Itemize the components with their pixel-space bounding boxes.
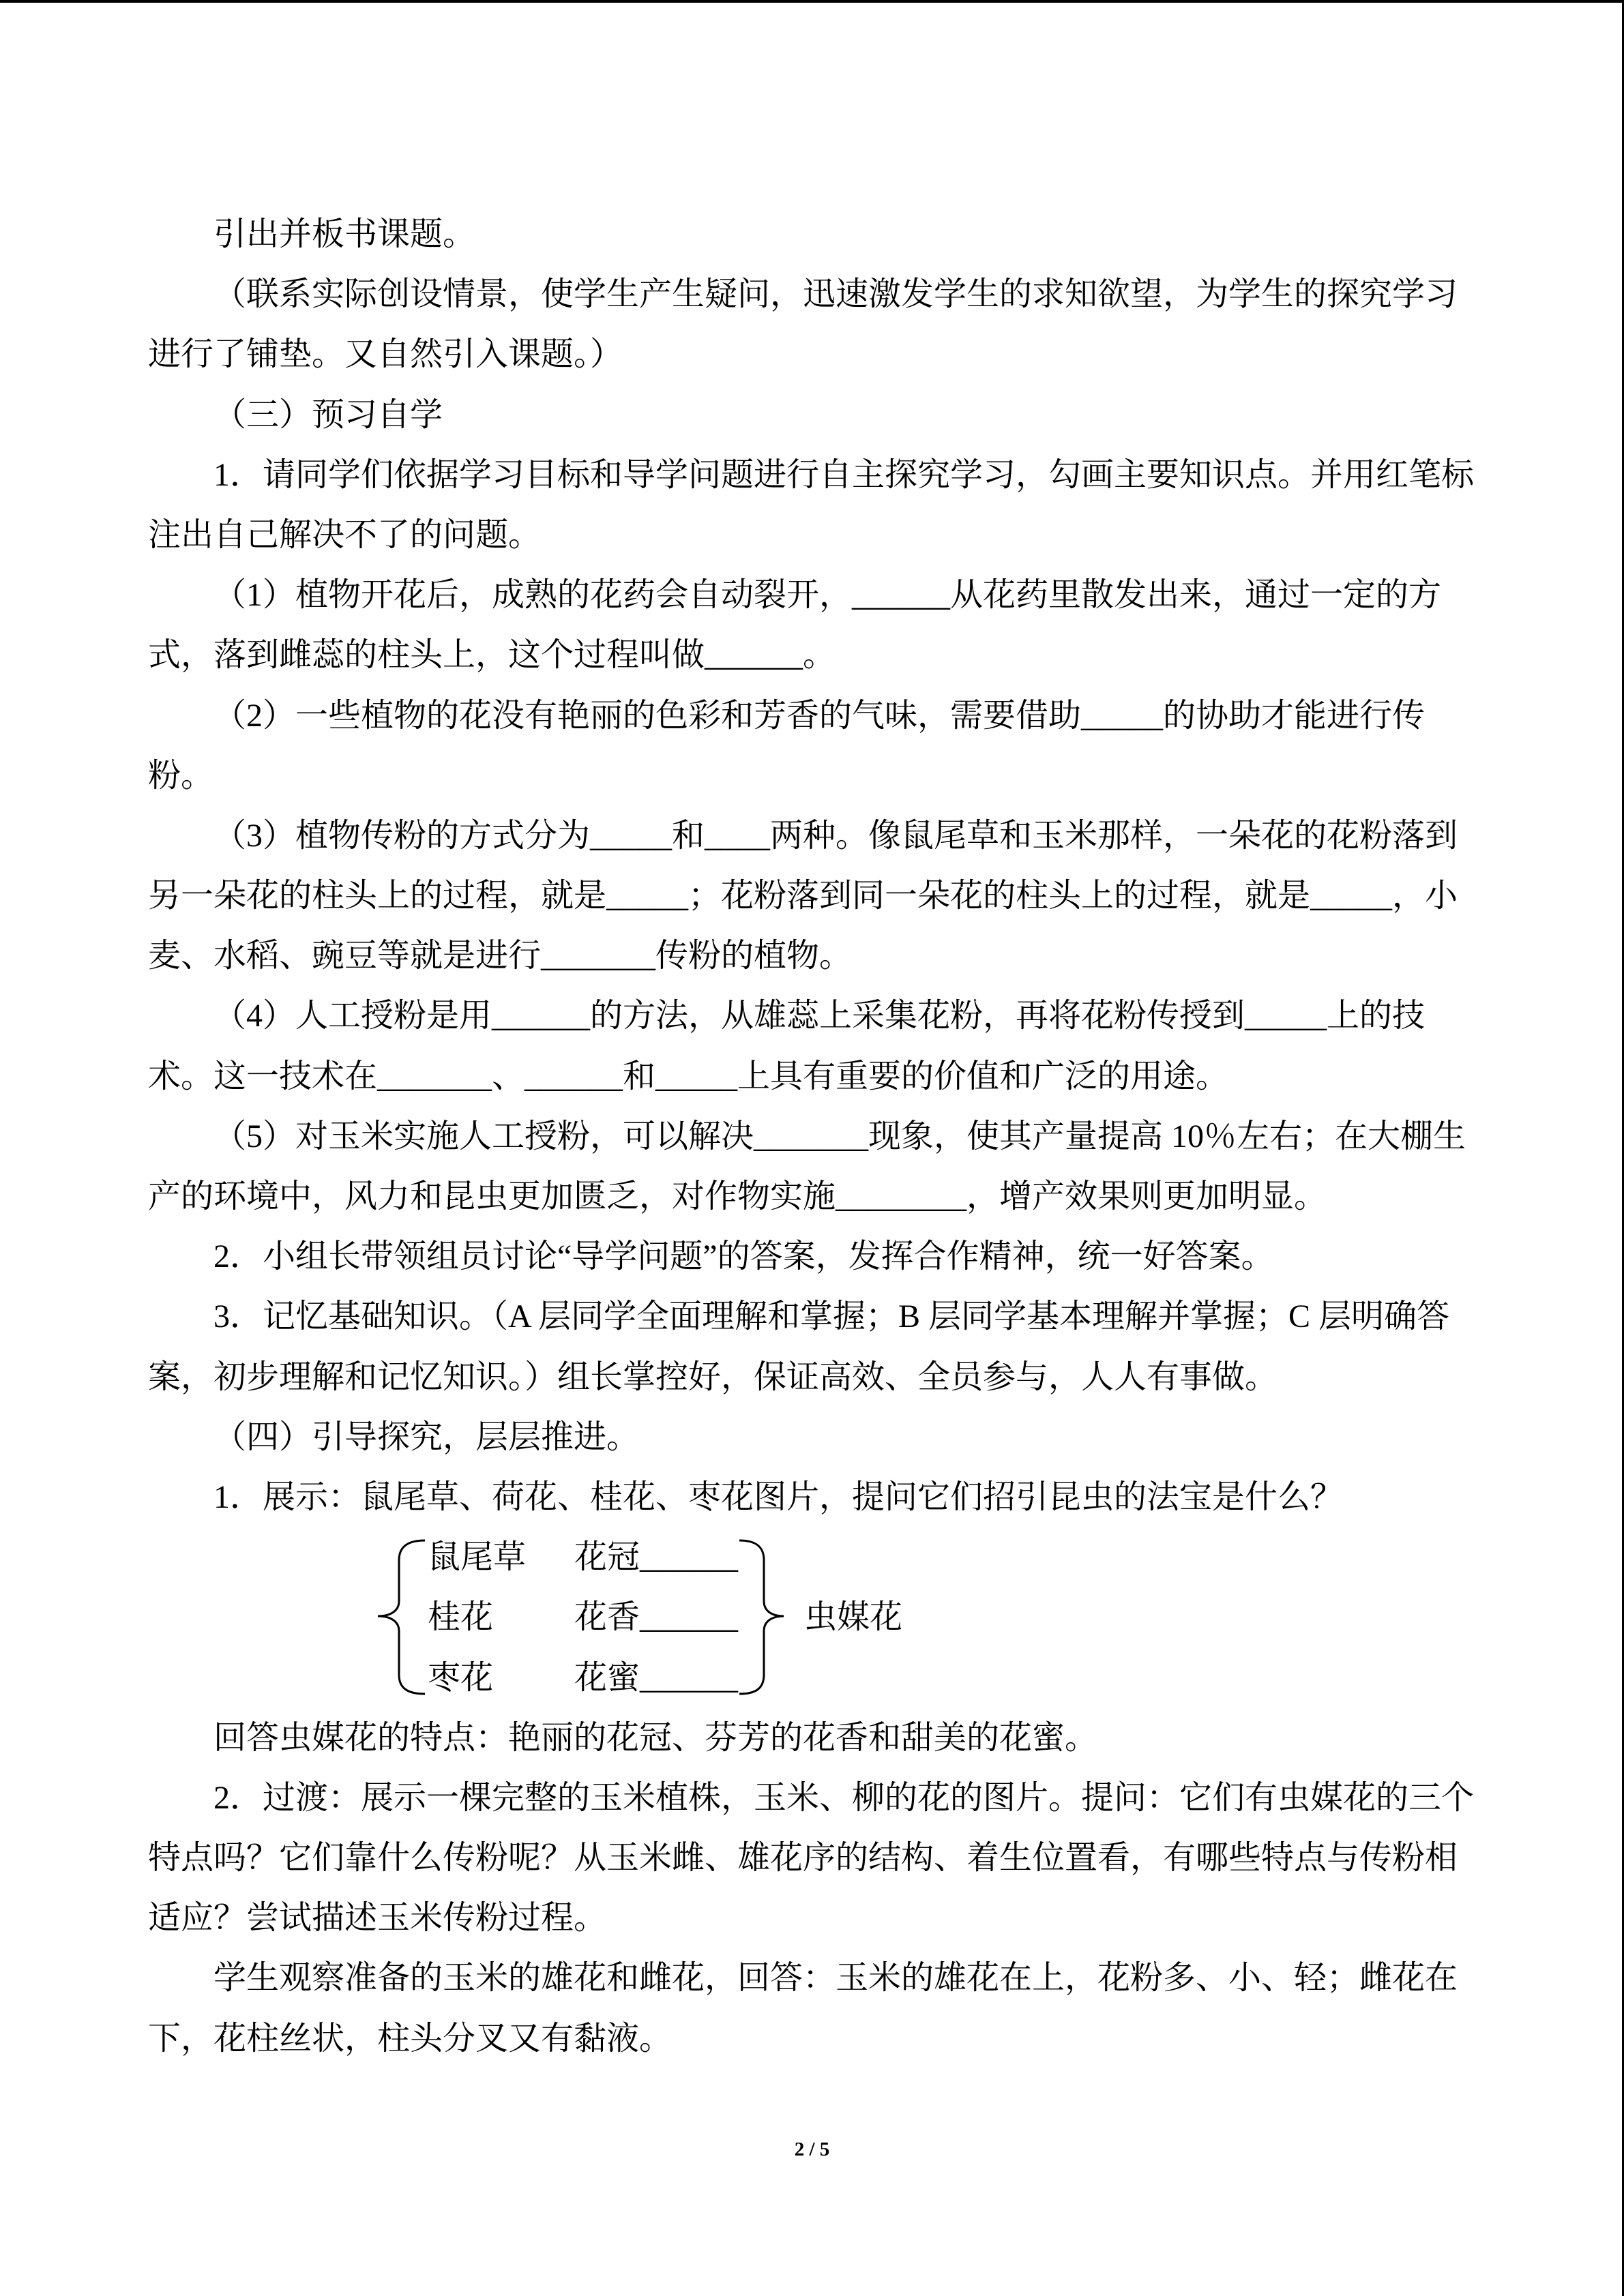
- text-line: 引出并板书课题。: [213, 216, 476, 252]
- text-line: 注出自己解决不了的问题。: [148, 516, 542, 553]
- body-text: [148, 205, 1485, 2069]
- flower-feature: 花冠______: [574, 1539, 739, 1576]
- text-line: 1．展示：鼠尾草、荷花、桂花、枣花图片，提问它们招引昆虫的法宝是什么？: [213, 1478, 1344, 1515]
- question-line: （2）一些植物的花没有艳丽的色彩和芳香的气味，需要借助_____的协助才能进行传: [213, 697, 1426, 734]
- section-heading: （三）预习自学: [213, 396, 443, 433]
- question-line: 术。这一技术在_______、______和_____上具有重要的价值和广泛的用途。: [148, 1058, 1229, 1094]
- flower-feature: 花蜜______: [574, 1659, 739, 1696]
- question-line: 麦、水稻、豌豆等就是进行_______传粉的植物。: [148, 938, 853, 974]
- plant-name: 桂花: [428, 1599, 494, 1636]
- text-line: 特点吗？它们靠什么传粉呢？从玉米雌、雄花序的结构、着生位置看，有哪些特点与传粉相: [148, 1840, 1458, 1877]
- text-line: （联系实际创设情景，使学生产生疑问，迅速激发学生的求知欲望，为学生的探究学习: [213, 276, 1458, 313]
- question-line: （1）植物开花后，成熟的花药会自动裂开，______从花药里散发出来，通过一定的方: [213, 577, 1442, 614]
- text-line: 3．记忆基础知识。（A 层同学全面理解和掌握；B 层同学基本理解并掌握；C 层明确答: [213, 1298, 1450, 1335]
- right-brace: [739, 1540, 784, 1694]
- text-line: 学生观察准备的玉米的雄花和雌花，回答：玉米的雄花在上，花粉多、小、轻；雌花在: [213, 1960, 1458, 1997]
- text-line: 适应？尝试描述玉米传粉过程。: [148, 1900, 607, 1937]
- question-line: 产的环境中，风力和昆虫更加匮乏，对作物实施________，增产效果则更加明显。: [148, 1178, 1327, 1214]
- category-label: 虫媒花: [804, 1599, 903, 1636]
- text-line: 2．过渡：展示一棵完整的玉米植株，玉米、柳的花的图片。提问：它们有虫媒花的三个: [213, 1779, 1475, 1816]
- question-line: （4）人工授粉是用______的方法，从雄蕊上采集花粉，再将花粉传授到_____上的技: [213, 998, 1426, 1034]
- text-line: 回答虫媒花的特点：艳丽的花冠、芬芳的花香和甜美的花蜜。: [213, 1719, 1098, 1756]
- text-line: 下，花柱丝状，柱头分叉又有黏液。: [148, 2020, 673, 2057]
- question-line: 粉。: [148, 757, 214, 794]
- page-number: 2 / 5: [794, 2138, 830, 2160]
- question-line: 另一朵花的柱头上的过程，就是_____；花粉落到同一朵花的柱头上的过程，就是_____，小: [148, 878, 1458, 914]
- question-line: （5）对玉米实施人工授粉，可以解决_______现象，使其产量提高 10％左右；在大棚生: [213, 1118, 1466, 1154]
- section-heading: （四）引导探究，层层推进。: [213, 1418, 640, 1455]
- text-line: 进行了铺垫。又自然引入课题。）: [148, 336, 623, 373]
- flower-feature: 花香______: [574, 1599, 739, 1636]
- brace-diagram: [148, 1527, 1485, 1708]
- text-line: 案，初步理解和记忆知识。）组长掌控好，保证高效、全员参与，人人有事做。: [148, 1358, 1278, 1395]
- plant-name: 枣花: [428, 1659, 494, 1696]
- question-line: 式，落到雌蕊的柱头上，这个过程叫做______。: [148, 637, 836, 674]
- question-line: （3）植物传粉的方式分为_____和____两种。像鼠尾草和玉米那样，一朵花的花粉落到: [213, 817, 1458, 854]
- plant-name: 鼠尾草: [428, 1539, 527, 1576]
- left-brace: [378, 1540, 425, 1694]
- text-line: 2．小组长带领组员讨论“导学问题”的答案，发挥合作精神，统一好答案。: [213, 1238, 1274, 1275]
- text-line: 1．请同学们依据学习目标和导学问题进行自主探究学习，勾画主要知识点。并用红笔标: [213, 456, 1475, 493]
- scan-border-top: [0, 0, 1624, 3]
